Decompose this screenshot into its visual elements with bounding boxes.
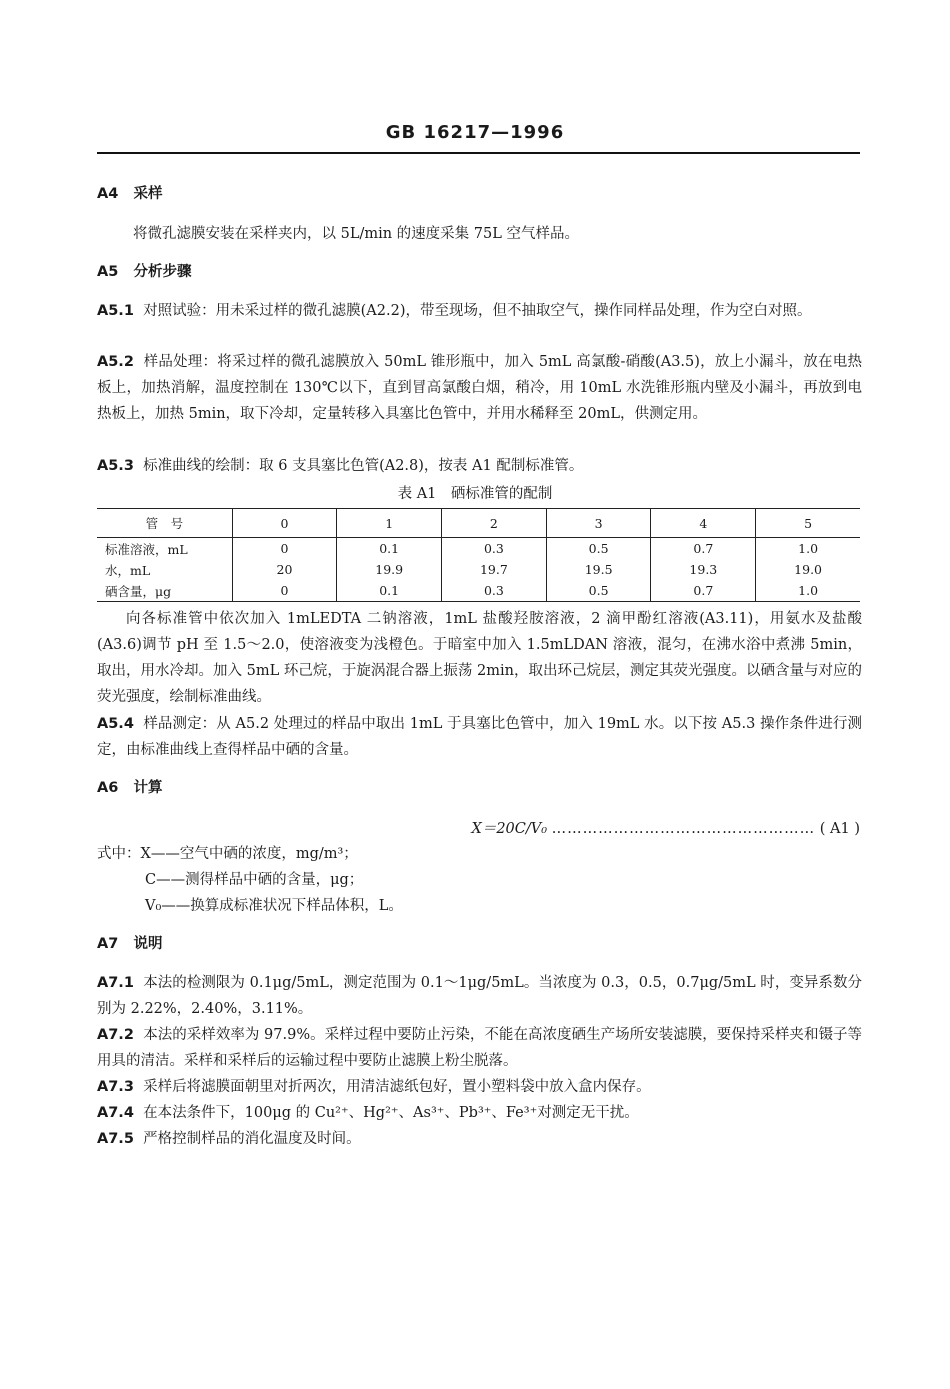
table-row-label: 硒含量，μg: [105, 583, 172, 599]
table-cell: 20: [232, 559, 337, 580]
table-cell: 19.3: [651, 559, 756, 580]
section-a5-1-number: A5.1: [97, 303, 134, 319]
section-a5-4-text: 样品测定：从 A5.2 处理过的样品中取出 1mL 于具塞比色管中，加入 19mL 水。以下按 A5.3 操作条件进行测定，由标准曲线上查得样品中硒的含量。: [97, 716, 863, 758]
section-a5-heading: [97, 262, 191, 282]
table-header-cell: 1: [337, 509, 442, 538]
table-header-cell: 0: [232, 509, 337, 538]
section-a7-5: [97, 1126, 862, 1152]
table-cell: 19.9: [337, 559, 442, 580]
section-a7-4: [97, 1100, 862, 1126]
table-cell: 0.1: [337, 580, 442, 602]
formula-where-line-1: [97, 844, 358, 864]
table-cell: 0.3: [442, 538, 547, 560]
table-row: [97, 580, 860, 602]
section-a5-2-number: A5.2: [97, 354, 134, 370]
table-cell: 1.0: [756, 580, 860, 602]
section-a7-2-text: 本法的采样效率为 97.9%。采样过程中要防止污染，不能在高浓度硒生产场所安装滤膜，要保持采样夹和镊子等用具的清洁。采样和采样后的运输过程中要防止滤膜上粉尘脱落。: [97, 1027, 863, 1069]
section-a7-1-text: 本法的检测限为 0.1μg/5mL，测定范围为 0.1～1μg/5mL。当浓度为 0.3，0.5，0.7μg/5mL 时，变异系数分别为 2.22%，2.40%，3.11%。: [97, 975, 863, 1017]
section-a7-number: A7: [97, 936, 119, 952]
table-cell: 0: [232, 580, 337, 602]
table-row: [97, 559, 860, 580]
table-header-cell: 5: [756, 509, 860, 538]
standard-header: GB 16217—1996: [385, 122, 565, 143]
section-a4-heading: [97, 184, 162, 204]
table-row-label: 水，mL: [105, 562, 151, 578]
formula-def-x: X——空气中硒的浓度，mg/m³；: [140, 846, 358, 862]
section-a7-heading: [97, 934, 162, 954]
section-a5-4: [97, 711, 862, 763]
section-a5-1: [97, 298, 862, 324]
formula-a1: [472, 817, 861, 838]
formula-label: ( A1 ): [819, 821, 860, 837]
table-cell: 1.0: [756, 538, 860, 560]
table-header-label: 管 号: [97, 509, 232, 538]
section-a7-1-number: A7.1: [97, 975, 134, 991]
formula-expression: X＝20C/V₀: [471, 821, 548, 837]
table-cell: 0.1: [337, 538, 442, 560]
formula-def-c: C——测得样品中硒的含量，μg；: [145, 872, 364, 888]
section-a7-3: [97, 1074, 862, 1100]
section-a6-number: A6: [97, 780, 119, 796]
section-a6-title: 计算: [133, 780, 163, 796]
table-cell: 0: [232, 538, 337, 560]
table-cell: 0.7: [651, 538, 756, 560]
table-cell: 0.3: [442, 580, 547, 602]
table-header-row: [97, 509, 860, 538]
section-a7-4-number: A7.4: [97, 1105, 134, 1121]
header-rule: [97, 152, 860, 154]
table-a1: [97, 508, 860, 602]
table-header-cell: 2: [442, 509, 547, 538]
section-a5-3: [97, 453, 862, 479]
section-a7-title: 说明: [133, 936, 163, 952]
table-cell: 19.0: [756, 559, 860, 580]
formula-where-prefix: 式中：: [97, 846, 141, 862]
section-a7-3-text: 采样后将滤膜面朝里对折两次，用清洁滤纸包好，置小塑料袋中放入盒内保存。: [143, 1079, 651, 1095]
section-a5-2: [97, 349, 862, 427]
table-cell: 0.5: [546, 538, 651, 560]
table-row: [97, 538, 860, 560]
section-a5-3-procedure: 向各标准管中依次加入 1mLEDTA 二钠溶液，1mL 盐酸羟胺溶液，2 滴甲酚红溶液(A3.11)，用氨水及盐酸(A3.6)调节 pH 至 1.5～2.0，使溶液变为浅橙色。于暗室中加入 1.5mLDAN 溶液，混匀，在沸水浴中煮沸 5min，取出，用水冷却。加入 5mL 环己烷，于旋涡混合器上振荡 2min，取出环己烷层，测定其荧光强度。以硒含量与对应的荧光强度，绘制标准曲线。: [97, 611, 862, 705]
table-cell: 19.7: [442, 559, 547, 580]
section-a7-2-number: A7.2: [97, 1027, 134, 1043]
table-header-cell: 3: [546, 509, 651, 538]
table-row-label: 标准溶液，mL: [105, 541, 188, 557]
section-a5-4-number: A5.4: [97, 716, 134, 732]
formula-def-v0: V₀——换算成标准状况下样品体积，L。: [145, 898, 403, 914]
table-a1-caption: 表 A1 硒标准管的配制: [397, 486, 553, 502]
section-a5-2-text: 样品处理：将采过样的微孔滤膜放入 50mL 锥形瓶中，加入 5mL 高氯酸-硝酸(A3.5)，放上小漏斗，放在电热板上，加热消解，温度控制在 130℃以下，直到冒高氯酸白烟，稍冷，用 10mL 水洗锥形瓶内壁及小漏斗，再放到电热板上，加热 5min，取下冷却，定量转移入具塞比色管中，并用水稀释至 20mL，供测定用。: [97, 354, 862, 422]
section-a7-1: [97, 970, 862, 1022]
section-a7-5-number: A7.5: [97, 1131, 134, 1147]
section-a5-title: 分析步骤: [133, 264, 192, 280]
section-a5-3-number: A5.3: [97, 458, 134, 474]
section-a4-number: A4: [97, 186, 119, 202]
table-header-cell: 4: [651, 509, 756, 538]
table-cell: 0.5: [546, 580, 651, 602]
section-a7-3-number: A7.3: [97, 1079, 134, 1095]
section-a7-5-text: 严格控制样品的消化温度及时间。: [143, 1131, 361, 1147]
section-a4-text: 将微孔滤膜安装在采样夹内，以 5L/min 的速度采集 75L 空气样品。: [133, 226, 579, 242]
formula-leader-dots: ……………………………………………: [551, 821, 816, 837]
table-cell: 0.7: [651, 580, 756, 602]
section-a6-heading: [97, 778, 162, 798]
section-a4-title: 采样: [133, 186, 163, 202]
section-a5-1-text: 对照试验：用未采过样的微孔滤膜(A2.2)，带至现场，但不抽取空气，操作同样品处理，作为空白对照。: [143, 303, 812, 319]
section-a5-3-text: 标准曲线的绘制：取 6 支具塞比色管(A2.8)，按表 A1 配制标准管。: [143, 458, 584, 474]
section-a7-4-text: 在本法条件下，100μg 的 Cu²⁺、Hg²⁺、As³⁺、Pb³⁺、Fe³⁺对测定无干扰。: [143, 1105, 639, 1121]
table-cell: 19.5: [546, 559, 651, 580]
section-a5-number: A5: [97, 264, 119, 280]
section-a7-2: [97, 1022, 862, 1074]
